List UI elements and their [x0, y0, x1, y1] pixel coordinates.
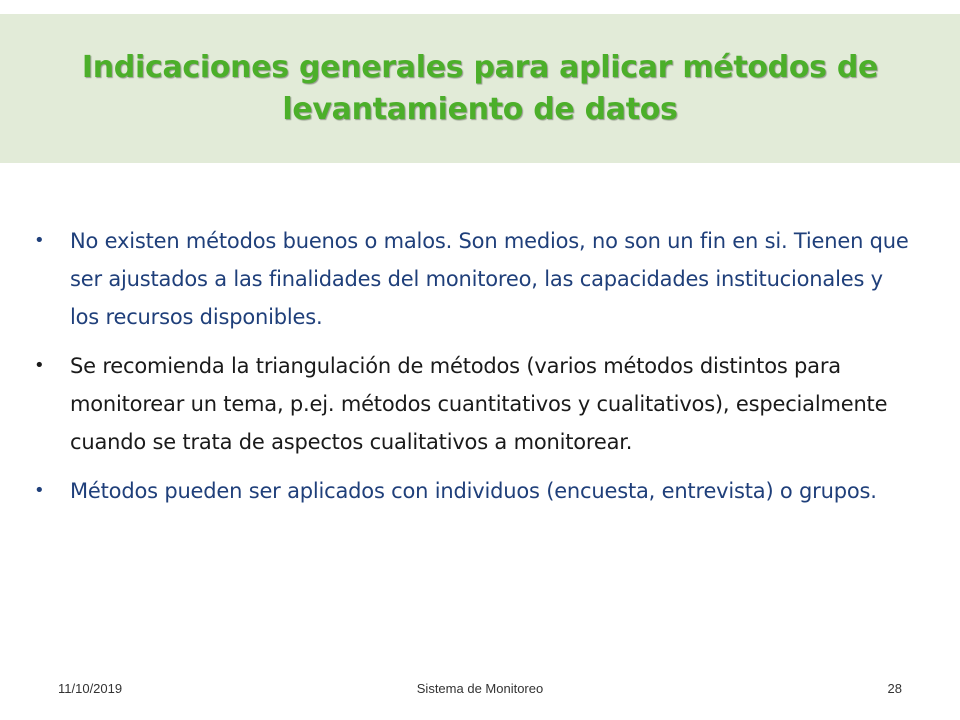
- bullet-list: [34, 222, 914, 521]
- bullet-item: [34, 347, 914, 461]
- bullet-item: [34, 222, 914, 336]
- footer-page-number: 28: [887, 681, 902, 696]
- bullet-text: Métodos pueden ser aplicados con individuos (encuesta, entrevista) o grupos.: [70, 479, 877, 503]
- footer-date: 11/10/2019: [58, 681, 123, 696]
- bullet-item: [34, 472, 914, 510]
- footer-title: Sistema de Monitoreo: [416, 681, 544, 696]
- title-band: [0, 14, 960, 163]
- slide-title: Indicaciones generales para aplicar métodos de levantamiento de datos: [81, 49, 879, 127]
- bullet-text: No existen métodos buenos o malos. Son medios, no son un fin en si. Tienen que ser ajustados a las finalidades del monitoreo, las capacidades institucionales y los recursos disponibles.: [70, 229, 909, 329]
- bullet-dot-icon: •: [34, 480, 45, 501]
- bullet-text: Se recomienda la triangulación de métodos (varios métodos distintos para monitorear un tema, p.ej. métodos cuantitativos y cualitativos), especialmente cuando se trata de aspectos cualitativos a monitorear.: [70, 354, 888, 454]
- bullet-dot-icon: •: [34, 355, 45, 376]
- bullet-dot-icon: •: [34, 230, 45, 251]
